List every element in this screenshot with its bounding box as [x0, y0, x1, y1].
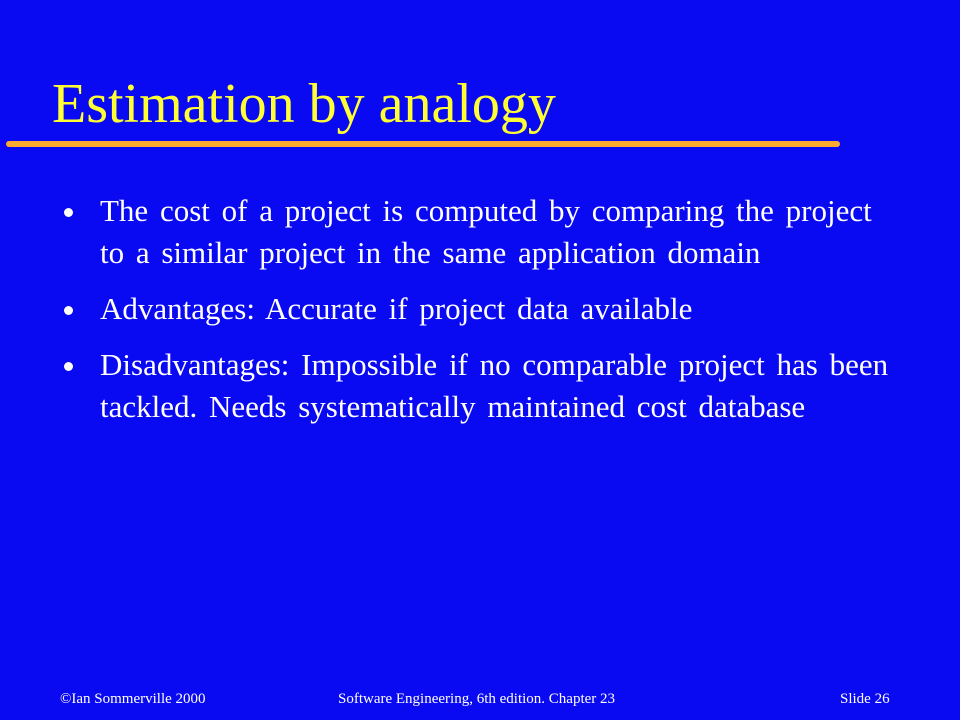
footer-copyright: ©Ian Sommerville 2000 — [60, 691, 206, 707]
slide-title: Estimation by analogy — [52, 73, 556, 135]
bullet-icon — [64, 362, 73, 371]
bullet-icon — [64, 208, 73, 217]
bullet-text: The cost of a project is computed by comparing the project to a similar project in the same application domain — [100, 193, 872, 270]
bullet-text: Disadvantages: Impossible if no comparable project has been tackled. Needs systematically maintained cost database — [100, 347, 889, 424]
bullet-item — [64, 190, 894, 274]
bullet-list — [64, 190, 894, 442]
bullet-item — [64, 344, 894, 428]
footer-book-title: Software Engineering, 6th edition. Chapter 23 — [338, 691, 616, 707]
title-underline — [6, 141, 840, 147]
bullet-icon — [64, 306, 73, 315]
bullet-text: Advantages: Accurate if project data available — [100, 291, 693, 326]
footer-slide-number: Slide 26 — [840, 691, 890, 707]
bullet-item — [64, 288, 894, 330]
